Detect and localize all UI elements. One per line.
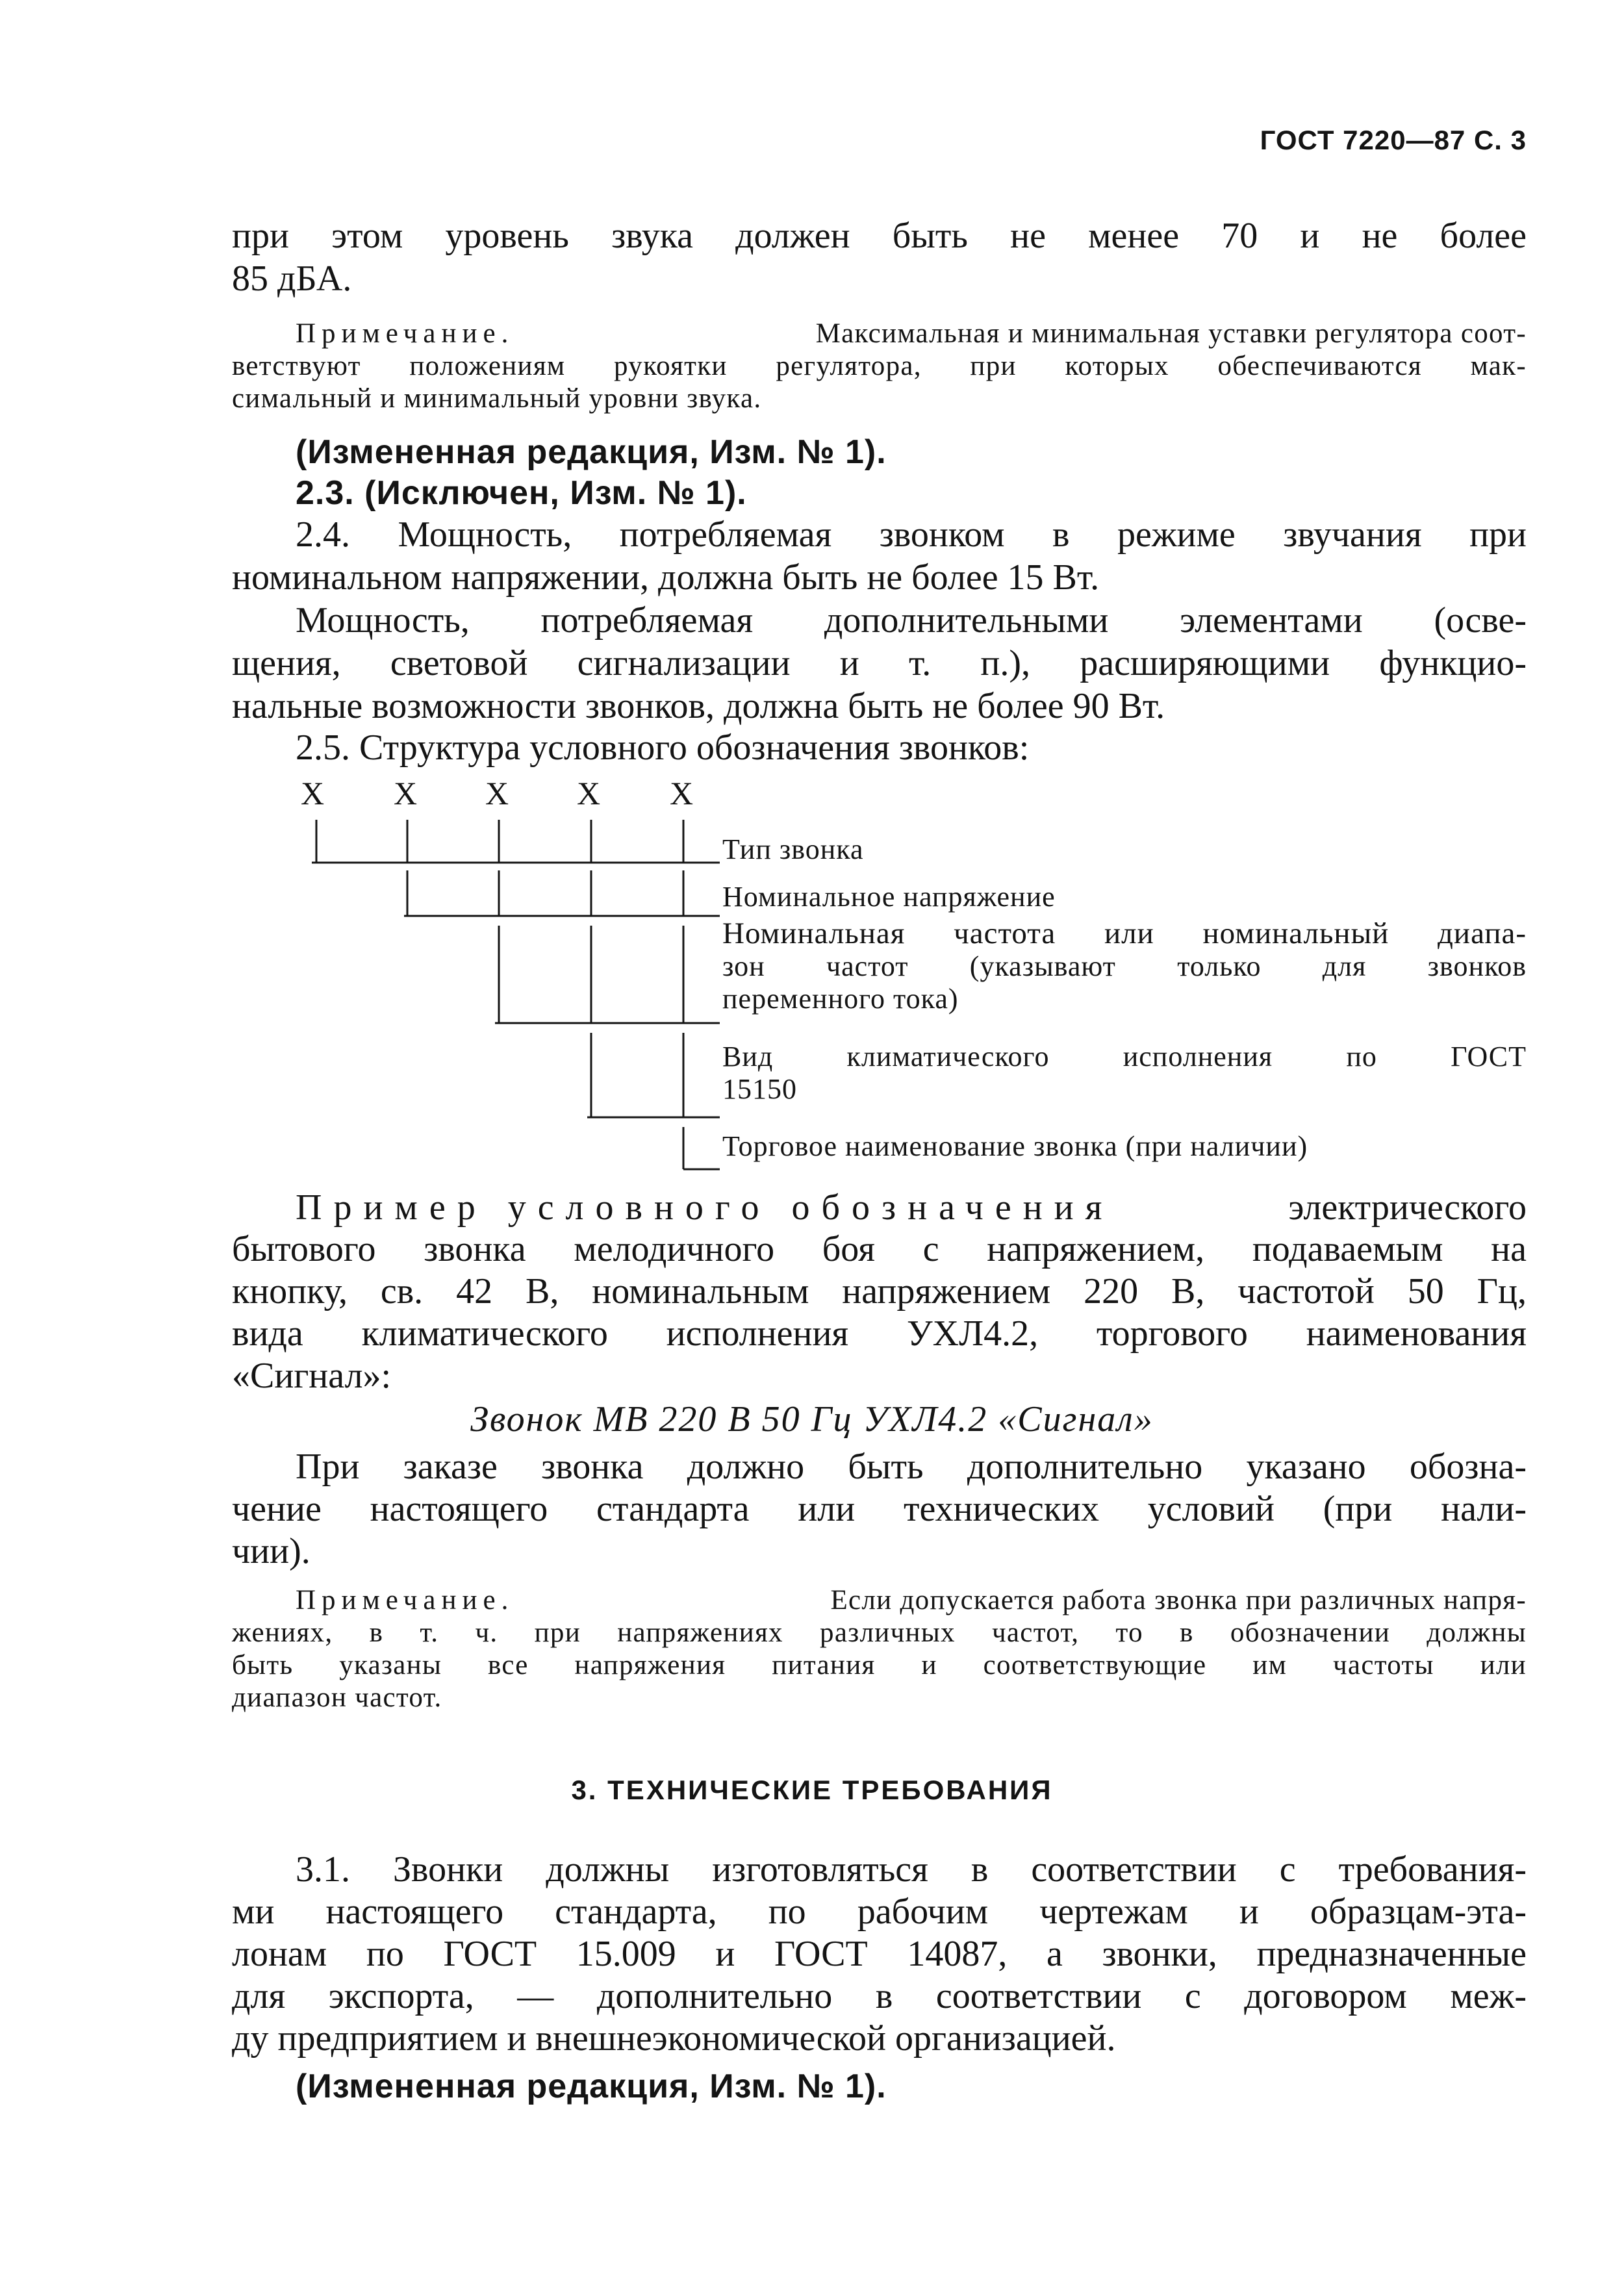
note-1-line-2: ветствуют положениям рукоятки регулятора, при которых обеспечиваются мак- (232, 351, 1527, 381)
order-line-2: чение настоящего стандарта или технических условий (при нали- (232, 1489, 1527, 1529)
item-2-5: 2.5. Структура условного обозначения звонков: (296, 728, 1030, 768)
scheme-letter-2: X (394, 775, 418, 811)
example-line-3: кнопку, св. 42 В, номинальным напряжением 220 В, частотой 50 Гц, (232, 1271, 1527, 1311)
example-line-5: «Сигнал»: (232, 1356, 392, 1396)
item-3-1-line-3: лонам по ГОСТ 15.009 и ГОСТ 14087, а звонки, предназначенные (232, 1934, 1527, 1974)
item-3-1-line-4: для экспорта, — дополнительно в соответствии с договором меж- (232, 1976, 1527, 2016)
example-line-1 (296, 1186, 1527, 1229)
example-lead: Пример условного обозначения (296, 1187, 1114, 1228)
note-1-text-1: Максимальная и минимальная уставки регулятора соот- (815, 318, 1527, 349)
item-3-1-line-2: ми настоящего стандарта, по рабочим чертежам и образцам-эта- (232, 1892, 1527, 1932)
power-extra-line-1: Мощность, потребляемая дополнительными элементами (осве- (296, 600, 1527, 640)
scheme-label-frequency-2: зон частот (указывают только для звонков (722, 950, 1527, 982)
example-line-2: бытового звонка мелодичного боя с напряжением, подаваемым на (232, 1229, 1527, 1269)
note-2-line-2: жениях, в т. ч. при напряжениях различных частот, то в обозначении должны (232, 1617, 1527, 1648)
example-formula: Звонок МВ 220 В 50 Гц УХЛ4.2 «Сигнал» (470, 1399, 1154, 1439)
scheme-letter-5: X (670, 775, 694, 811)
item-2-4-line-2: номинальном напряжении, должна быть не более 15 Вт. (232, 557, 1100, 598)
scheme-label-climate-1: Вид климатического исполнения по ГОСТ (722, 1041, 1527, 1072)
section-3-title: 3. ТЕХНИЧЕСКИЕ ТРЕБОВАНИЯ (571, 1775, 1053, 1805)
sound-level-line-1: при этом уровень звука должен быть не менее 70 и не более (232, 216, 1527, 256)
example-line-4: вида климатического исполнения УХЛ4.2, торгового наименования (232, 1313, 1527, 1354)
note-2-label: Примечание. (296, 1585, 514, 1615)
item-2-3-text: 2.3. (Исключен, Изм. № 1). (296, 474, 747, 512)
scheme-label-type: Тип звонка (722, 833, 864, 865)
scheme-label-voltage: Номинальное напряжение (722, 881, 1056, 913)
scheme-label-climate-2: 15150 (722, 1073, 797, 1105)
item-3-1-line-5: ду предприятием и внешнеэкономической организацией. (232, 2018, 1116, 2058)
note-2-line-4: диапазон частот. (232, 1682, 442, 1713)
order-line-3: чии). (232, 1531, 311, 1571)
example-line-1-rest: электрического (1288, 1187, 1527, 1228)
item-2-4-line-1: 2.4. Мощность, потребляемая звонком в режиме звучания при (296, 514, 1527, 555)
scheme-label-trade-name: Торговое наименование звонка (при наличии) (722, 1130, 1308, 1162)
note-1-line-3: симальный и минимальный уровни звука. (232, 383, 762, 414)
order-line-1: При заказе звонка должно быть дополнительно указано обозна- (296, 1447, 1527, 1487)
power-extra-line-3: нальные возможности звонков, должна быть не более 90 Вт. (232, 686, 1165, 726)
note-1-label: Примечание. (296, 318, 514, 349)
amendment-note-2: (Измененная редакция, Изм. № 1). (296, 2068, 887, 2105)
running-head: ГОСТ 7220—87 С. 3 (1260, 125, 1527, 155)
amendment-note-1: (Измененная редакция, Изм. № 1). (296, 433, 887, 471)
item-3-1-line-1: 3.1. Звонки должны изготовляться в соответствии с требования- (296, 1849, 1527, 1890)
power-extra-line-2: щения, световой сигнализации и т. п.), расширяющими функцио- (232, 643, 1527, 683)
scheme-letter-3: X (485, 775, 509, 811)
note-2-line-3: быть указаны все напряжения питания и соответствующие им частоты или (232, 1650, 1527, 1680)
scheme-letter-1: X (301, 775, 325, 811)
note-2-line-1 (296, 1585, 1527, 1616)
note-2-text-1: Если допускается работа звонка при различных напря- (830, 1585, 1527, 1615)
scheme-letter-4: X (577, 775, 601, 811)
scheme-label-frequency-1: Номинальная частота или номинальный диапа- (722, 917, 1527, 950)
sound-level-line-2: 85 дБА. (232, 259, 352, 299)
scheme-label-frequency-3: переменного тока) (722, 983, 959, 1015)
